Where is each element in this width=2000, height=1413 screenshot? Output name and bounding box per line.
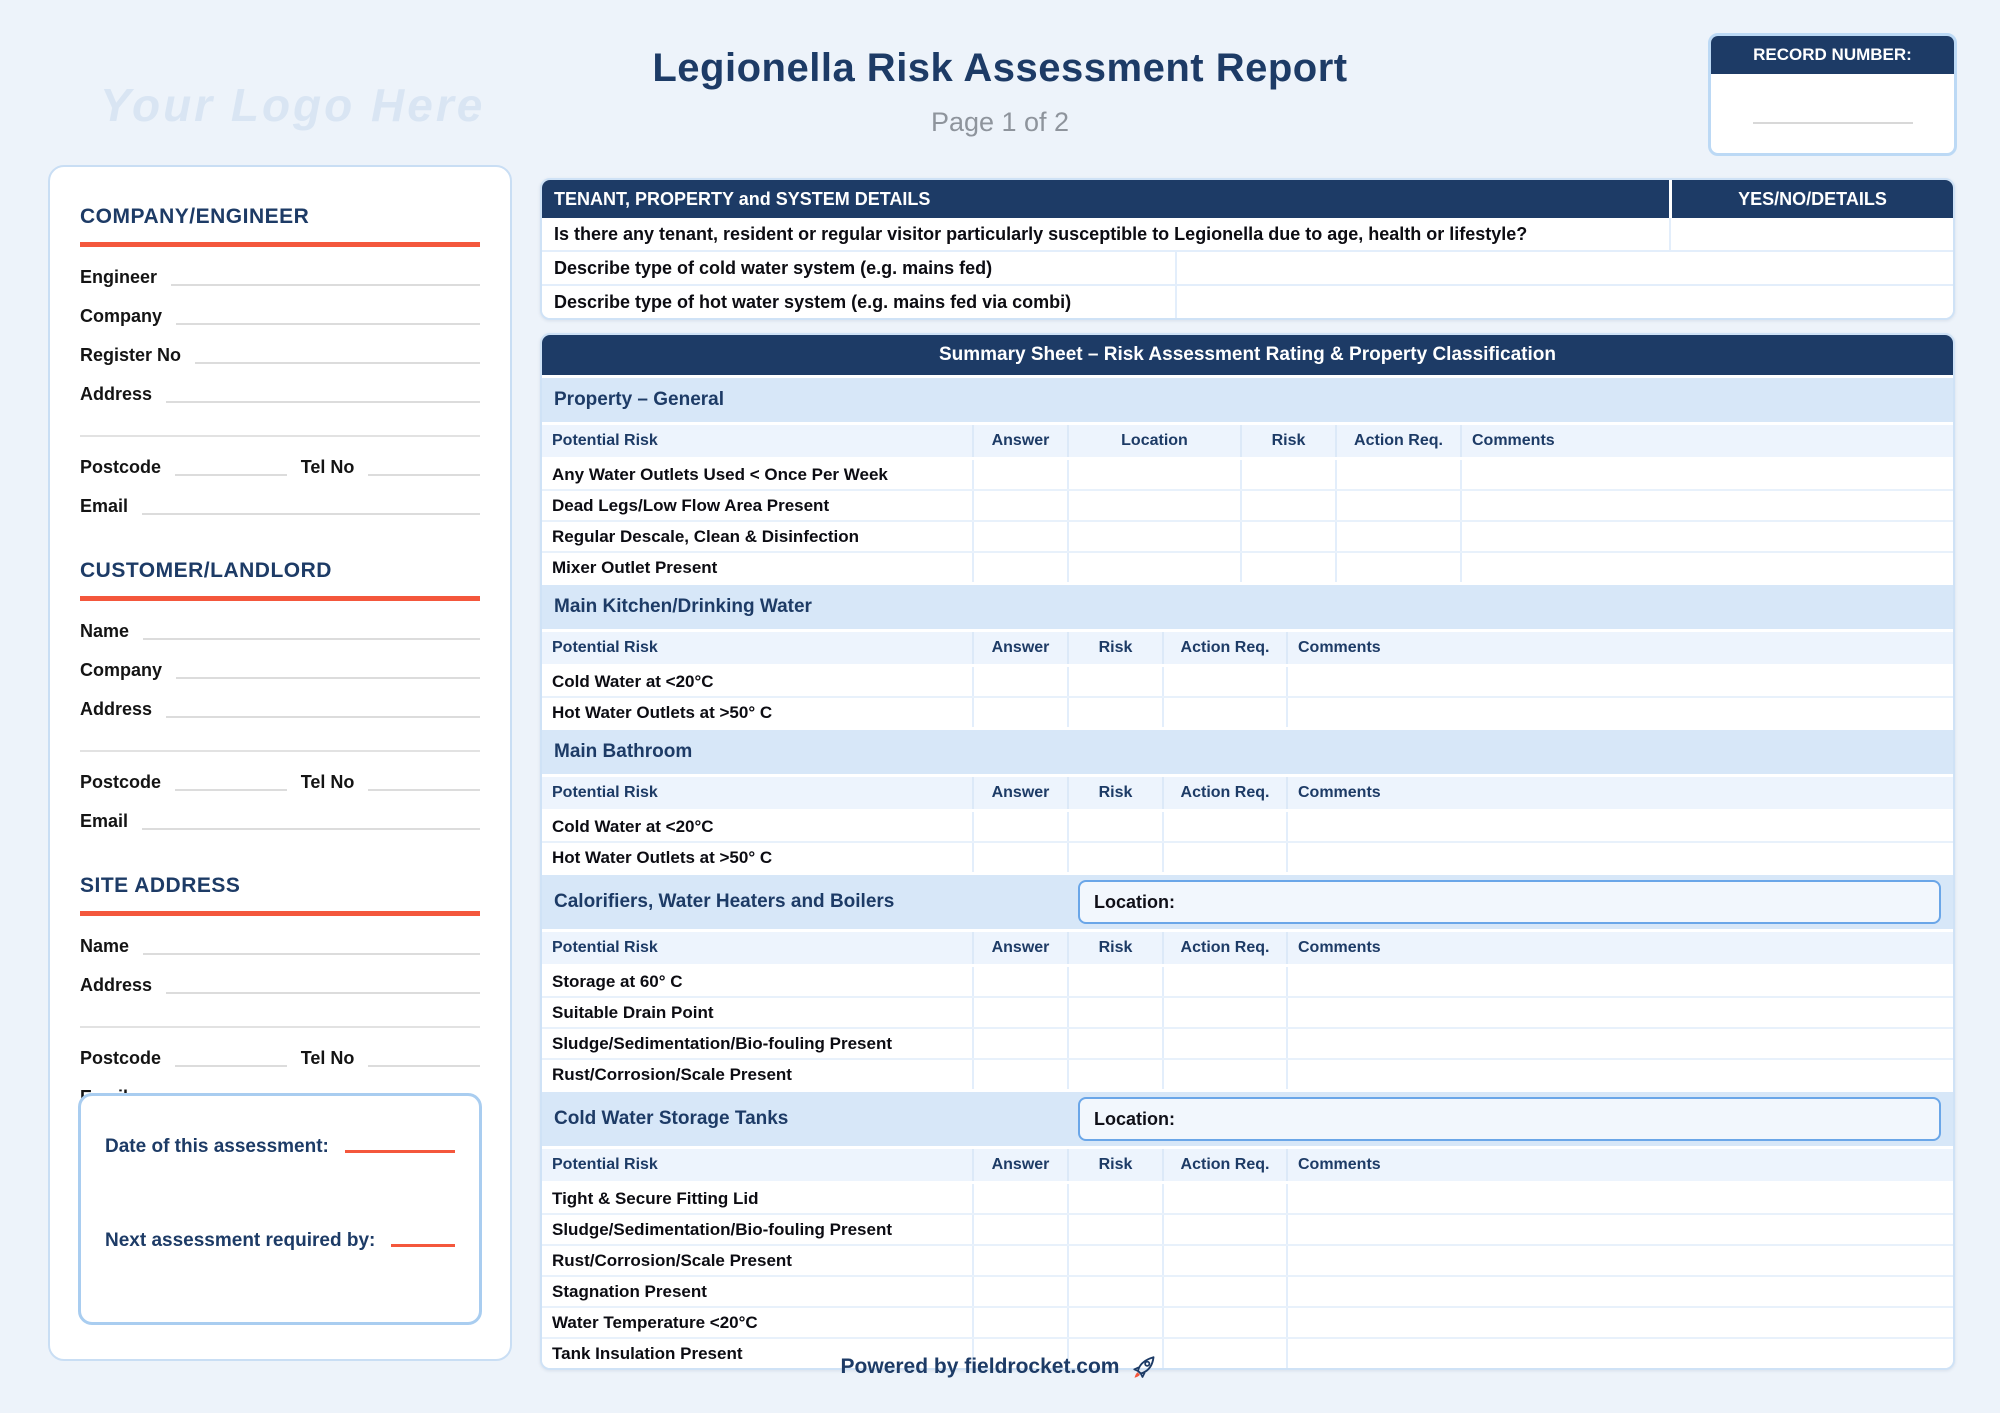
comments-cell[interactable] (1286, 998, 1953, 1027)
location-cell[interactable] (1067, 522, 1240, 551)
field-label-name: Name (80, 621, 130, 641)
tenant-question-cell: Describe type of hot water system (e.g. mains fed via combi) (554, 291, 1072, 312)
risk-cell[interactable] (1240, 460, 1335, 489)
risk-cell[interactable] (1067, 967, 1162, 996)
answer-cell[interactable] (972, 1029, 1067, 1058)
potential-risk-cell: Any Water Outlets Used < Once Per Week (552, 464, 888, 484)
field-input-line-email[interactable] (142, 822, 480, 830)
yes-no-details-header: YES/NO/DETAILS (1669, 180, 1953, 218)
field-label-address: Address (80, 699, 153, 719)
risk-cell[interactable] (1067, 667, 1162, 696)
field-input-line-engineer[interactable] (171, 278, 480, 286)
section-divider-bar (80, 596, 480, 601)
comments-cell[interactable] (1286, 1029, 1953, 1058)
field-row-name (80, 622, 480, 640)
risk-cell[interactable] (1067, 698, 1162, 727)
action-req-cell[interactable] (1335, 491, 1460, 520)
risk-cell[interactable] (1067, 998, 1162, 1027)
risk-cell[interactable] (1240, 553, 1335, 582)
field-row-register-no (80, 346, 480, 364)
comments-cell[interactable] (1286, 1184, 1953, 1213)
field-input-line-postcode[interactable] (175, 468, 287, 476)
table-row (542, 1058, 1953, 1089)
action-req-cell[interactable] (1162, 1029, 1286, 1058)
field-row-engineer (80, 268, 480, 286)
answer-cell[interactable] (972, 491, 1067, 520)
sidebar-section-title-site-address: SITE ADDRESS (80, 874, 241, 897)
table-row (542, 1244, 1953, 1275)
answer-cell[interactable] (972, 1060, 1067, 1089)
column-header-comments: Comments (1460, 425, 1953, 457)
column-header-risk: Risk (1067, 932, 1162, 964)
potential-risk-cell: Storage at 60° C (552, 971, 683, 991)
table-row (542, 1306, 1953, 1337)
field-row-postcode (80, 1049, 480, 1067)
section-band-calorifiers-water-heaters-and-boilers (542, 872, 1953, 932)
risk-cell[interactable] (1067, 1184, 1162, 1213)
next-assessment-date-row (105, 1230, 455, 1252)
table-row (542, 520, 1953, 551)
column-header-action-req: Action Req. (1162, 1149, 1286, 1181)
section-divider-bar (80, 242, 480, 247)
location-label: Location: (1094, 1108, 1175, 1129)
potential-risk-cell: Rust/Corrosion/Scale Present (552, 1064, 792, 1084)
table-row (542, 1027, 1953, 1058)
section-title: Main Kitchen/Drinking Water (554, 596, 812, 617)
sidebar-section-title-customer-landlord: CUSTOMER/LANDLORD (80, 559, 332, 582)
action-req-cell[interactable] (1162, 1308, 1286, 1337)
section-band-main-kitchen-drinking-water (542, 582, 1953, 632)
field-label-tel-no: Tel No (300, 457, 355, 477)
answer-cell[interactable] (972, 667, 1067, 696)
action-req-cell[interactable] (1335, 553, 1460, 582)
tenant-question-cell: Is there any tenant, resident or regular visitor particularly susceptible to Legionella due to age, health or lifestyle? (554, 223, 1528, 244)
comments-cell[interactable] (1286, 843, 1953, 872)
column-header-comments: Comments (1286, 1149, 1953, 1181)
comments-cell[interactable] (1286, 812, 1953, 841)
risk-cell[interactable] (1067, 1277, 1162, 1306)
field-input-line-address[interactable] (166, 986, 480, 994)
answer-cell[interactable] (972, 522, 1067, 551)
comments-cell[interactable] (1460, 553, 1953, 582)
action-req-cell[interactable] (1162, 667, 1286, 696)
table-row (542, 967, 1953, 996)
risk-cell[interactable] (1240, 522, 1335, 551)
column-header-risk: Risk (1067, 777, 1162, 809)
tenant-question-cell: Describe type of cold water system (e.g. mains fed) (554, 257, 993, 278)
field-input-line-company[interactable] (176, 317, 480, 325)
summary-sheet-title: Summary Sheet – Risk Assessment Rating & Property Classification (542, 335, 1953, 375)
risk-cell[interactable] (1067, 1029, 1162, 1058)
main-content (540, 178, 1955, 1370)
comments-cell[interactable] (1460, 491, 1953, 520)
tenant-table-row (542, 250, 1953, 284)
field-row-postcode (80, 773, 480, 791)
next-assessment-date-label: Next assessment required by: (105, 1230, 376, 1251)
column-header-answer: Answer (972, 632, 1067, 664)
column-header-potential-risk: Potential Risk (552, 432, 658, 449)
comments-cell[interactable] (1460, 522, 1953, 551)
column-header-action-req: Action Req. (1162, 777, 1286, 809)
potential-risk-cell: Regular Descale, Clean & Disinfection (552, 526, 860, 546)
company-details-sidebar (48, 165, 512, 1361)
column-header-action-req: Action Req. (1162, 932, 1286, 964)
table-row (542, 1275, 1953, 1306)
record-number-box (1708, 33, 1957, 156)
risk-cell[interactable] (1240, 491, 1335, 520)
location-label: Location: (1094, 891, 1175, 912)
answer-cell[interactable] (972, 812, 1067, 841)
action-req-cell[interactable] (1162, 1277, 1286, 1306)
field-label-postcode: Postcode (80, 1048, 162, 1068)
record-number-field[interactable] (1711, 74, 1954, 156)
next-assessment-date-input-line[interactable] (391, 1236, 455, 1247)
potential-risk-cell: Cold Water at <20°C (552, 671, 714, 691)
comments-cell[interactable] (1460, 460, 1953, 489)
column-header-row (542, 932, 1953, 967)
powered-by-text: Powered by fieldrocket.com (840, 1355, 1120, 1378)
field-input-line-tel-no[interactable] (368, 468, 480, 476)
field-row-email (80, 812, 480, 830)
answer-cell[interactable] (972, 843, 1067, 872)
field-label-tel-no: Tel No (300, 1048, 355, 1068)
action-req-cell[interactable] (1162, 967, 1286, 996)
table-row (542, 1184, 1953, 1213)
column-header-comments: Comments (1286, 777, 1953, 809)
action-req-cell[interactable] (1162, 998, 1286, 1027)
section-title: Main Bathroom (554, 741, 693, 762)
answer-cell[interactable] (972, 1277, 1067, 1306)
tenant-table-row (542, 218, 1953, 250)
field-input-line-postcode[interactable] (175, 783, 287, 791)
potential-risk-cell: Dead Legs/Low Flow Area Present (552, 495, 830, 515)
location-input[interactable] (1078, 1097, 1941, 1141)
answer-cell[interactable] (972, 998, 1067, 1027)
field-label-company: Company (80, 660, 163, 680)
potential-risk-cell: Hot Water Outlets at >50° C (552, 847, 773, 867)
location-cell[interactable] (1067, 553, 1240, 582)
field-label-company: Company (80, 306, 163, 326)
location-cell[interactable] (1067, 491, 1240, 520)
answer-cell[interactable] (972, 1184, 1067, 1213)
potential-risk-cell: Mixer Outlet Present (552, 557, 718, 577)
comments-cell[interactable] (1286, 698, 1953, 727)
section-band-main-bathroom (542, 727, 1953, 777)
location-cell[interactable] (1067, 460, 1240, 489)
column-header-row (542, 1149, 1953, 1184)
column-header-row (542, 632, 1953, 667)
field-label-tel-no: Tel No (300, 772, 355, 792)
section-band-cold-water-storage-tanks (542, 1089, 1953, 1149)
action-req-cell[interactable] (1335, 460, 1460, 489)
potential-risk-cell: Sludge/Sedimentation/Bio-fouling Present (552, 1219, 893, 1239)
field-input-line-tel-no[interactable] (368, 783, 480, 791)
column-header-answer: Answer (972, 425, 1067, 457)
table-row (542, 696, 1953, 727)
potential-risk-cell: Tank Insulation Present (552, 1343, 743, 1363)
action-req-cell[interactable] (1162, 1060, 1286, 1089)
field-label-postcode: Postcode (80, 772, 162, 792)
answer-cell[interactable] (972, 967, 1067, 996)
section-title: Cold Water Storage Tanks (554, 1108, 789, 1129)
field-input-line-address-2[interactable] (80, 718, 480, 752)
potential-risk-cell: Sludge/Sedimentation/Bio-fouling Present (552, 1033, 893, 1053)
page-title: Legionella Risk Assessment Report (652, 46, 1348, 90)
field-label-address: Address (80, 975, 153, 995)
column-header-row (542, 777, 1953, 812)
tenant-answer-cell[interactable] (1175, 286, 1953, 318)
field-label-register-no: Register No (80, 345, 182, 365)
field-label-name: Name (80, 936, 130, 956)
field-row-postcode (80, 458, 480, 476)
footer (0, 1352, 2000, 1382)
column-header-risk: Risk (1067, 632, 1162, 664)
section-divider-bar (80, 911, 480, 916)
column-header-action-req: Action Req. (1162, 632, 1286, 664)
risk-cell[interactable] (1067, 1308, 1162, 1337)
column-header-potential-risk: Potential Risk (552, 784, 658, 801)
section-band-property-general (542, 375, 1953, 425)
table-row (542, 841, 1953, 872)
column-header-comments: Comments (1286, 932, 1953, 964)
comments-cell[interactable] (1286, 1246, 1953, 1275)
potential-risk-cell: Stagnation Present (552, 1281, 707, 1301)
field-label-email: Email (80, 496, 129, 516)
column-header-row (542, 425, 1953, 460)
field-input-line-address-2[interactable] (80, 403, 480, 437)
field-input-line-company[interactable] (176, 671, 480, 679)
page-number: Page 1 of 2 (930, 107, 1070, 137)
action-req-cell[interactable] (1162, 1184, 1286, 1213)
assessment-dates-box (78, 1093, 482, 1325)
field-row-address (80, 385, 480, 403)
action-req-cell[interactable] (1162, 698, 1286, 727)
tenant-table-title: TENANT, PROPERTY and SYSTEM DETAILS (554, 188, 931, 209)
answer-cell[interactable] (972, 1308, 1067, 1337)
answer-cell[interactable] (972, 1246, 1067, 1275)
section-title: Property – General (554, 389, 725, 410)
potential-risk-cell: Rust/Corrosion/Scale Present (552, 1250, 792, 1270)
column-header-potential-risk: Potential Risk (552, 639, 658, 656)
field-label-postcode: Postcode (80, 457, 162, 477)
action-req-cell[interactable] (1162, 1215, 1286, 1244)
field-input-line-address-2[interactable] (80, 994, 480, 1028)
potential-risk-cell: Hot Water Outlets at >50° C (552, 702, 773, 722)
risk-cell[interactable] (1067, 1215, 1162, 1244)
column-header-risk: Risk (1067, 1149, 1162, 1181)
column-header-potential-risk: Potential Risk (552, 1156, 658, 1173)
assessment-date-row (105, 1136, 455, 1158)
location-input[interactable] (1078, 880, 1941, 924)
table-row (542, 1213, 1953, 1244)
action-req-cell[interactable] (1162, 843, 1286, 872)
answer-cell[interactable] (972, 553, 1067, 582)
answer-cell[interactable] (972, 698, 1067, 727)
column-header-action-req: Action Req. (1335, 425, 1460, 457)
field-label-engineer: Engineer (80, 267, 158, 287)
field-row-email (80, 497, 480, 515)
field-input-line-tel-no[interactable] (368, 1059, 480, 1067)
column-header-answer: Answer (972, 777, 1067, 809)
potential-risk-cell: Water Temperature <20°C (552, 1312, 758, 1332)
field-row-name (80, 937, 480, 955)
field-input-line-address[interactable] (166, 710, 480, 718)
comments-cell[interactable] (1286, 1060, 1953, 1089)
risk-cell[interactable] (1067, 1246, 1162, 1275)
field-input-line-email[interactable] (142, 507, 480, 515)
field-input-line-postcode[interactable] (175, 1059, 287, 1067)
record-number-input-line[interactable] (1753, 122, 1913, 124)
field-input-line-name[interactable] (143, 947, 480, 955)
record-number-label: RECORD NUMBER: (1711, 36, 1954, 74)
column-header-potential-risk: Potential Risk (552, 939, 658, 956)
field-label-address: Address (80, 384, 153, 404)
field-row-address (80, 976, 480, 994)
risk-cell[interactable] (1067, 843, 1162, 872)
tenant-answer-cell[interactable] (1175, 252, 1953, 284)
comments-cell[interactable] (1286, 1308, 1953, 1337)
field-input-line-register-no[interactable] (195, 356, 480, 364)
column-header-answer: Answer (972, 1149, 1067, 1181)
comments-cell[interactable] (1286, 667, 1953, 696)
field-row-address (80, 700, 480, 718)
tenant-table-header (542, 180, 1953, 218)
table-row (542, 460, 1953, 489)
column-header-location: Location (1067, 425, 1240, 457)
comments-cell[interactable] (1286, 1215, 1953, 1244)
column-header-comments: Comments (1286, 632, 1953, 664)
rocket-icon (1129, 1352, 1159, 1382)
field-label-email: Email (80, 811, 129, 831)
field-input-line-address[interactable] (166, 395, 480, 403)
risk-cell[interactable] (1067, 1060, 1162, 1089)
field-input-line-name[interactable] (143, 632, 480, 640)
logo-watermark: Your Logo Here (100, 79, 486, 131)
assessment-date-input-line[interactable] (345, 1142, 455, 1153)
action-req-cell[interactable] (1335, 522, 1460, 551)
tenant-table-row (542, 284, 1953, 318)
answer-cell[interactable] (972, 460, 1067, 489)
column-header-risk: Risk (1240, 425, 1335, 457)
action-req-cell[interactable] (1162, 812, 1286, 841)
potential-risk-cell: Tight & Secure Fitting Lid (552, 1188, 759, 1208)
tenant-answer-cell[interactable] (1669, 218, 1953, 250)
table-row (542, 667, 1953, 696)
field-row-company (80, 661, 480, 679)
table-row (542, 812, 1953, 841)
field-row-company (80, 307, 480, 325)
comments-cell[interactable] (1286, 1277, 1953, 1306)
table-row (542, 489, 1953, 520)
column-header-answer: Answer (972, 932, 1067, 964)
action-req-cell[interactable] (1162, 1246, 1286, 1275)
title-block (0, 46, 2000, 138)
comments-cell[interactable] (1286, 967, 1953, 996)
potential-risk-cell: Suitable Drain Point (552, 1002, 714, 1022)
risk-cell[interactable] (1067, 812, 1162, 841)
summary-sheet-table (540, 333, 1955, 1370)
assessment-date-label: Date of this assessment: (105, 1136, 329, 1157)
answer-cell[interactable] (972, 1215, 1067, 1244)
potential-risk-cell: Cold Water at <20°C (552, 816, 714, 836)
table-row (542, 996, 1953, 1027)
table-row (542, 551, 1953, 582)
section-title: Calorifiers, Water Heaters and Boilers (554, 891, 895, 912)
tenant-property-table (540, 178, 1955, 320)
sidebar-section-title-company-engineer: COMPANY/ENGINEER (80, 205, 310, 228)
